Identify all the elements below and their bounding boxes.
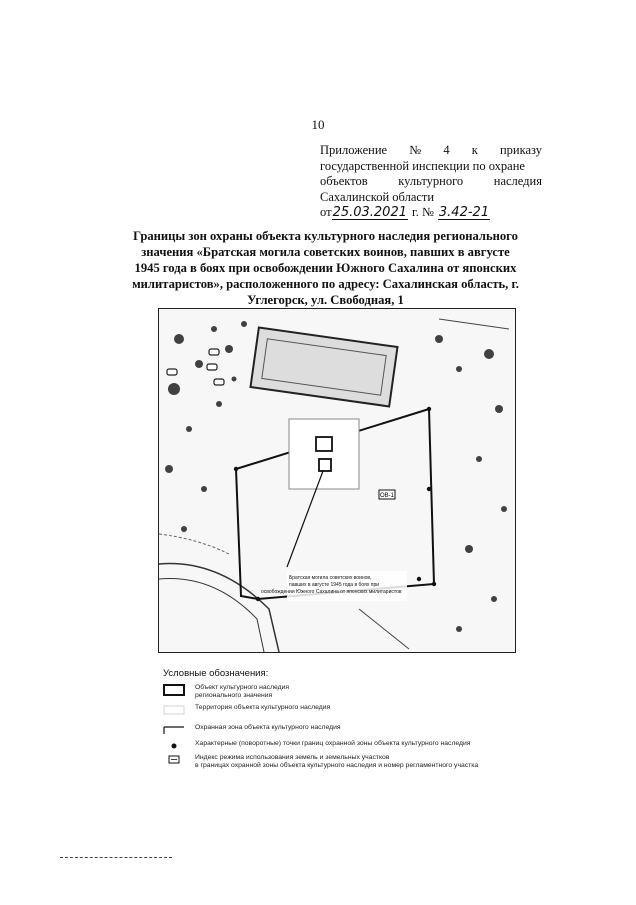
appendix-word: приказу: [499, 143, 542, 157]
page-number: 10: [311, 117, 325, 132]
handwritten-order-number: 3.42-21: [438, 205, 490, 220]
appendix-line-3: [320, 174, 542, 190]
protection-zone-icon: [163, 724, 185, 736]
callout-line-1: Братская могила советских воинов,: [289, 575, 372, 581]
legend-text: Индекс режима использования земель и земельных участков: [195, 754, 390, 761]
territory-icon: [163, 704, 185, 716]
appendix-word: к: [471, 143, 478, 157]
map-image: [158, 308, 516, 653]
legend-item-territory: [163, 704, 330, 716]
regime-index-icon: [163, 754, 185, 766]
legend-item-zone: [163, 724, 341, 736]
appendix-word: объектов: [320, 174, 368, 188]
object-box-icon: [163, 684, 185, 696]
date-prefix: от: [320, 205, 332, 219]
handwritten-date: 25.03.2021: [332, 205, 407, 220]
legend-title: Условные обозначения:: [163, 668, 269, 679]
map-legend: [163, 668, 523, 769]
callout-line-2: павших в августе 1945 года в боях при: [289, 582, 380, 588]
appendix-word: Приложение: [320, 143, 388, 157]
appendix-date-line: [320, 205, 542, 221]
legend-text: Характерные (поворотные) точки границ охранной зоны объекта культурного наследия: [195, 740, 471, 747]
zone-index-label: ОВ-1: [379, 493, 395, 499]
boundary-point-icon: [163, 740, 185, 752]
monument-box: [316, 437, 332, 451]
document-heading: Границы зон охраны объекта культурного наследия регионального значения «Братская могила советских воинов, павших в августе 1945 года в боях при освобождении Южного Сахалина от японских милитаристов», расположенного по адресу: Сахалинская область, г. Углегорск, ул. Свободная, 1: [132, 229, 519, 307]
appendix-line-4: Сахалинской области: [320, 189, 435, 204]
appendix-line-2: государственной инспекции по охране: [320, 158, 525, 173]
date-middle: г. №: [412, 205, 434, 219]
appendix-word: №: [409, 143, 422, 157]
footer-dashed-line: [60, 857, 172, 858]
legend-text: Объект культурного наследия: [195, 684, 290, 691]
appendix-block: [320, 143, 542, 221]
territory-outline: [289, 419, 359, 489]
map-drawing: [159, 309, 515, 652]
legend-text: Охранная зона объекта культурного наследия: [195, 724, 341, 731]
appendix-word: наследия: [493, 174, 542, 188]
appendix-word: 4: [443, 143, 450, 157]
legend-item-points: [163, 740, 470, 752]
legend-text: в границах охранной зоны объекта культурного наследия и номер регламентного участка: [195, 762, 479, 769]
appendix-line-1: [320, 143, 542, 159]
legend-item-object: [163, 684, 289, 700]
callout-line-3: освобождении Южного Сахалина от японских милитаристов: [261, 589, 402, 595]
legend-text: Территория объекта культурного наследия: [195, 704, 331, 711]
legend-item-regime: [163, 754, 478, 770]
legend-text: регионального значения: [195, 692, 273, 699]
monument-box: [319, 459, 331, 471]
appendix-word: культурного: [398, 174, 464, 188]
